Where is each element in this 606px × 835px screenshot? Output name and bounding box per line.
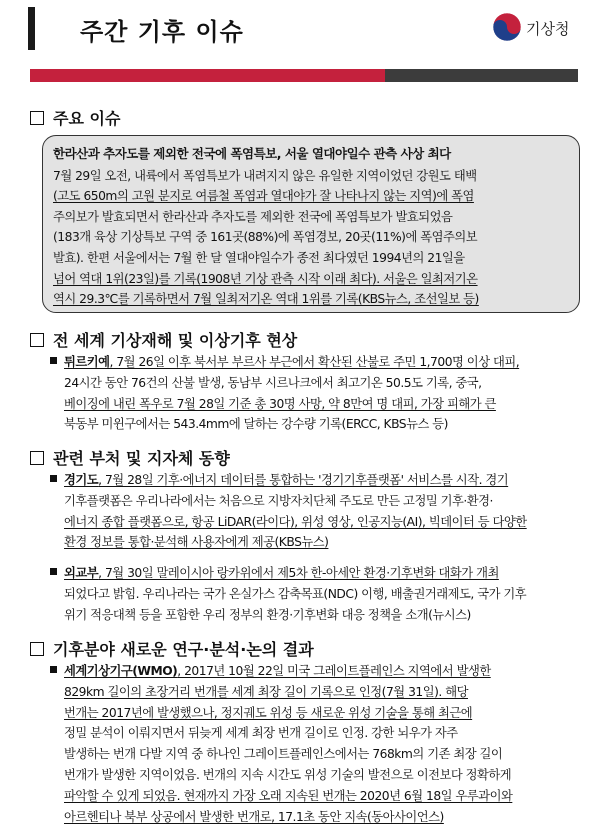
bullet-line: 에너지 종합 플랫폼으로, 항공 LiDAR(라이다), 위성 영상, 인공지능(AI), 빅데이터 등 다양한 bbox=[64, 514, 527, 529]
research-bullet-wmo bbox=[50, 661, 590, 827]
section-heading-text: 기후분야 새로운 연구·분석·논의 결과 bbox=[53, 640, 314, 659]
bullet-line: 정밀 분석이 이뤄지면서 뒤늦게 세계 최장 번개 길이로 인정. 강한 뇌우가 자주 bbox=[64, 726, 458, 741]
section-heading-main-issue bbox=[30, 106, 120, 129]
bullet-square-icon bbox=[50, 568, 57, 575]
bullet-line: 발생하는 번개 다발 지역 중 하나인 그레이트플레인스에서는 768km의 기존 최장 길이 bbox=[64, 747, 503, 762]
bullet-lead: 튀르키예 bbox=[64, 355, 110, 369]
page-title: 주간 기후 이슈 bbox=[80, 18, 244, 46]
page-header bbox=[0, 0, 606, 85]
checkbox-square-icon bbox=[30, 333, 44, 347]
bullet-line: 튀르키예, 7월 26일 이후 북서부 부르사 부근에서 확산된 산불로 주민 1,700명 이상 대피, bbox=[50, 352, 590, 373]
bullet-line: 번개가 발생한 지역이었음. 번개의 지속 시간도 위성 기술의 발전으로 이전보다 정확하게 bbox=[64, 767, 512, 782]
checkbox-square-icon bbox=[30, 642, 44, 656]
section-heading-agency-trends bbox=[30, 446, 230, 469]
bullet-lead: 세계기상기구(WMO) bbox=[64, 664, 178, 678]
accent-strip-gray bbox=[385, 69, 578, 82]
checkbox-square-icon bbox=[30, 111, 44, 125]
kma-logo bbox=[492, 12, 592, 48]
bullet-line: 경기도, 7월 28일 기후·에너지 데이터를 통합하는 '경기기후플랫폼' 서비스를 시작. 경기 bbox=[50, 470, 590, 491]
section-heading-research bbox=[30, 637, 314, 660]
agency-bullet-gyeonggi bbox=[50, 470, 590, 553]
main-issue-title: 한라산과 추자도를 제외한 전국에 폭염특보, 서울 열대야일수 관측 사상 최다 bbox=[53, 146, 451, 161]
section-heading-text: 주요 이슈 bbox=[53, 109, 121, 128]
bullet-line: 베이징에 내린 폭우로 7월 28일 기준 총 30명 사망, 약 8만여 명 대피, 가장 피해가 큰 bbox=[64, 396, 496, 411]
bullet-line: 세계기상기구(WMO), 2017년 10월 22일 미국 그레이트플레인스 지역에서 발생한 bbox=[50, 661, 590, 682]
bullet-lead: 외교부 bbox=[64, 566, 99, 580]
bullet-line: 파악할 수 있게 되었음. 현재까지 가장 오래 지속된 번개는 2020년 6월 18일 우루과이와 bbox=[64, 788, 513, 803]
checkbox-square-icon bbox=[30, 451, 44, 465]
bullet-square-icon bbox=[50, 666, 57, 673]
taegeuk-logo-icon bbox=[492, 12, 522, 42]
bullet-lead: 경기도 bbox=[64, 473, 99, 487]
bullet-line: 되었다고 밝힘. 우리나라는 국가 온실가스 감축목표(NDC) 이행, 배출권거래제도, 국가 기후 bbox=[64, 586, 527, 601]
section-heading-text: 전 세계 기상재해 및 이상기후 현상 bbox=[53, 331, 298, 350]
global-weather-bullet bbox=[50, 352, 590, 435]
main-issue-line: 발효). 한편 서울에서는 7월 한 달 열대야일수가 종전 최다였던 1994년의 21일을 bbox=[53, 250, 465, 265]
bullet-line: 기후플랫폼은 우리나라에서는 처음으로 지방자치단체 주도로 만든 고정밀 기후·환경· bbox=[64, 493, 493, 508]
main-issue-line: (고도 650m의 고원 분지로 여름철 폭염과 열대야가 잘 나타나지 않는 지역)에 폭염 bbox=[53, 189, 474, 204]
section-heading-text: 관련 부처 및 지자체 동향 bbox=[53, 449, 230, 468]
bullet-line: 환경 정보를 통합·분석해 사용자에게 제공(KBS뉴스) bbox=[64, 535, 329, 550]
main-issue-box bbox=[42, 135, 580, 313]
bullet-line: 위기 적응대책 등을 포함한 우리 정부의 환경·기후변화 대응 정책을 소개(뉴시스) bbox=[64, 607, 471, 622]
bullet-line: 번개는 2017년에 발생했으나, 정지궤도 위성 등 새로운 위성 기술을 통해 최근에 bbox=[64, 705, 473, 720]
bullet-line: 24시간 동안 76건의 산불 발생, 동남부 시르나크에서 최고기온 50.5도 기록, 중국, bbox=[64, 375, 482, 390]
bullet-square-icon bbox=[50, 475, 57, 482]
section-heading-global-weather bbox=[30, 328, 297, 351]
bullet-square-icon bbox=[50, 357, 57, 364]
main-issue-line: 7월 29일 오전, 내륙에서 폭염특보가 내려지지 않은 유일한 지역이었던 강원도 태백 bbox=[53, 168, 477, 183]
main-issue-line: 넘어 역대 1위(23일)를 기록(1908년 기상 관측 시작 이래 최다). 서울은 일최저기온 bbox=[53, 271, 478, 286]
title-accent-bar bbox=[28, 7, 35, 50]
bullet-line: 829km 길이의 초장거리 번개를 세계 최장 길이 기록으로 인정(7월 31일). 해당 bbox=[64, 684, 468, 699]
main-issue-line: 주의보가 발효되면서 한라산과 추자도를 제외한 전국에 폭염특보가 발효되었음 bbox=[53, 209, 453, 224]
header-accent-strip bbox=[30, 69, 578, 82]
logo-label: 기상청 bbox=[526, 20, 570, 38]
bullet-line: 북동부 미윈구에서는 543.4mm에 달하는 강수량 기록(ERCC, KBS뉴스 등) bbox=[64, 417, 448, 432]
bullet-line: 외교부, 7월 30일 말레이시아 랑카위에서 제5차 한-아세안 환경·기후변화 대화가 개최 bbox=[50, 563, 590, 584]
main-issue-line: (183개 육상 기상특보 구역 중 161곳(88%)에 폭염경보, 20곳(11%)에 폭염주의보 bbox=[53, 230, 478, 245]
main-issue-line: 역시 29.3℃를 기록하면서 7월 일최저기온 역대 1위를 기록(KBS뉴스, 조선일보 등) bbox=[53, 292, 479, 307]
bullet-line: 아르헨티나 북부 상공에서 발생한 번개로, 17.1초 동안 지속(동아사이언스) bbox=[64, 809, 444, 824]
agency-bullet-mofa bbox=[50, 563, 590, 625]
accent-strip-red bbox=[30, 69, 385, 82]
